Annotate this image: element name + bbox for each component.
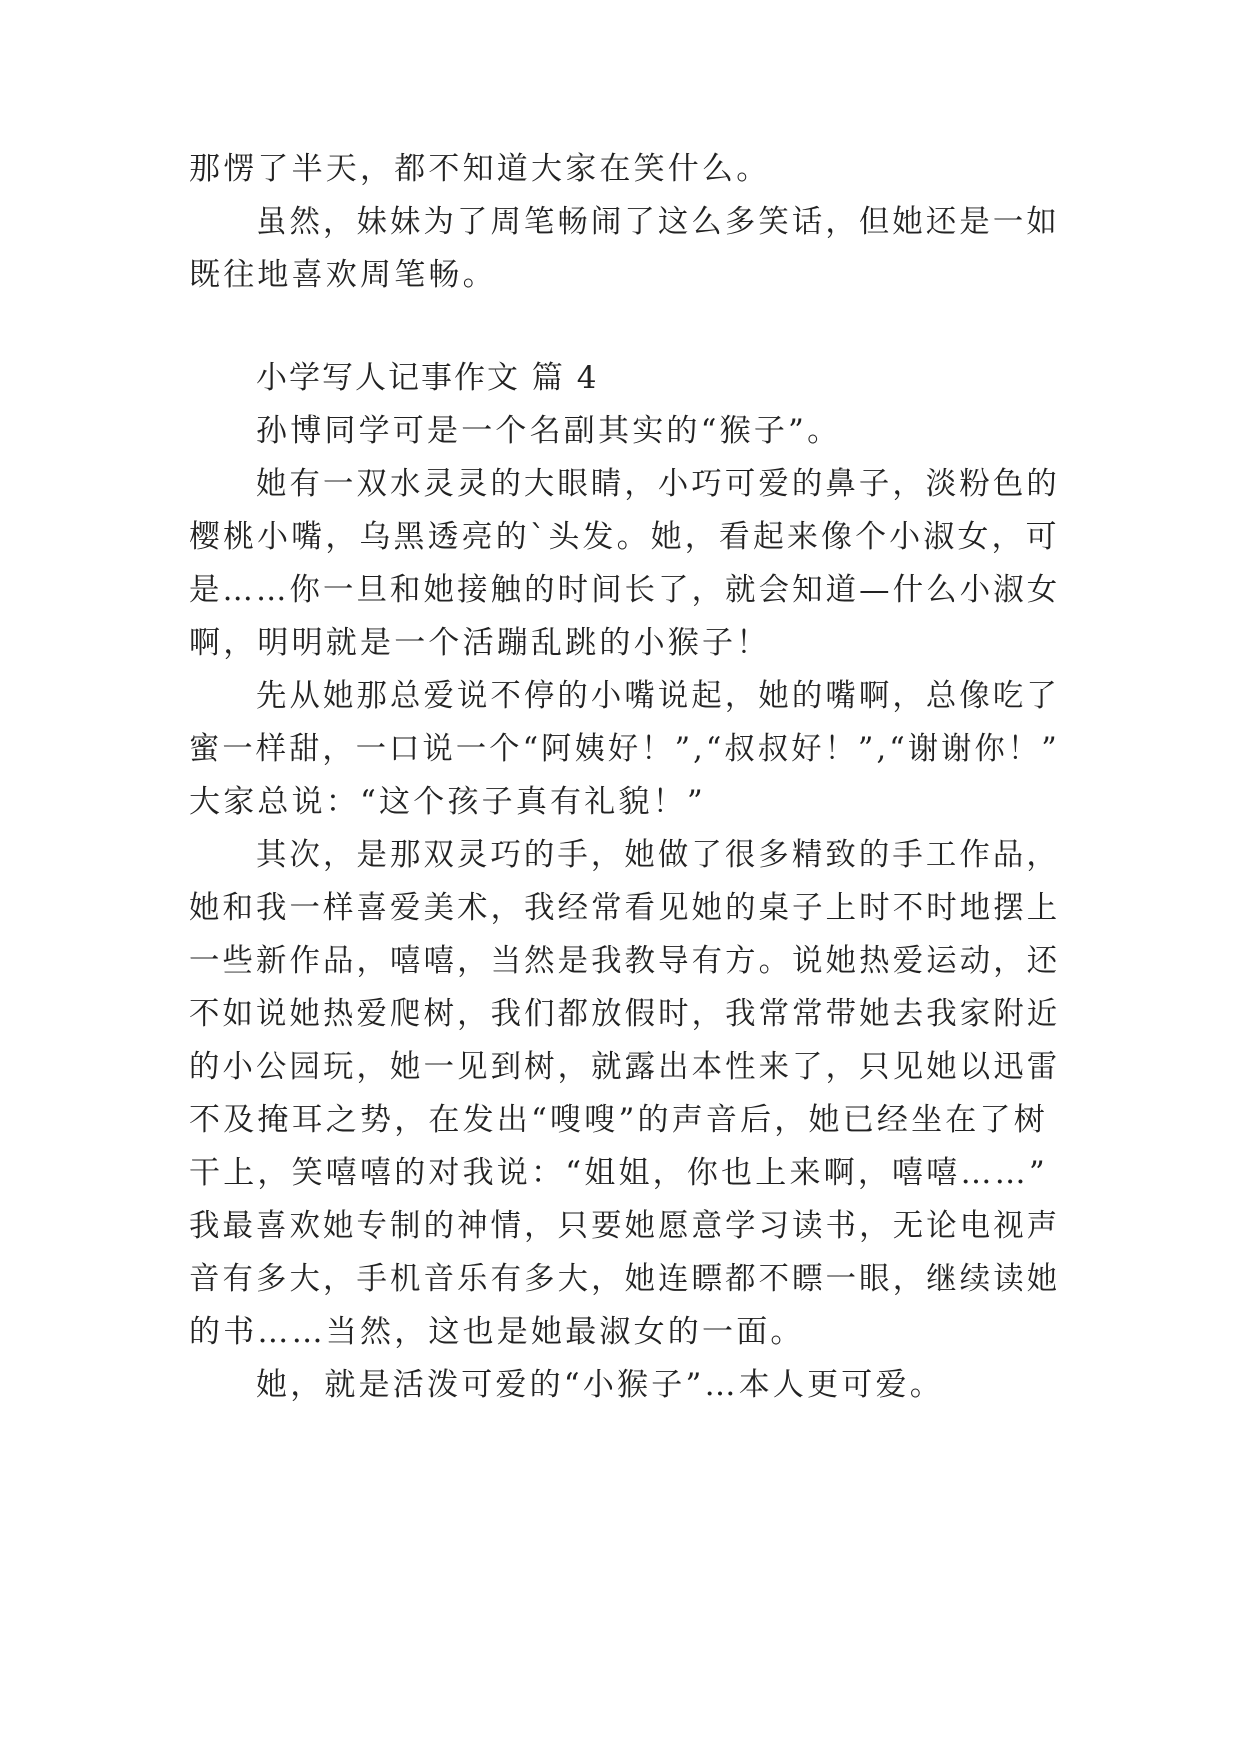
text-line: 既往地喜欢周笔畅。 — [189, 257, 497, 293]
paragraph-first-line: 孙博同学可是一个名副其实的“猴子”。 — [256, 413, 842, 449]
text-line: 干上，笑嘻嘻的对我说：“姐姐，你也上来啊，嘻嘻……” — [189, 1155, 1048, 1191]
text-line: 一些新作品，嘻嘻，当然是我教导有方。说她热爱运动，还 — [189, 943, 1061, 979]
section-heading: 小学写人记事作文 篇 4 — [256, 360, 599, 396]
text-line: 是……你一旦和她接触的时间长了，就会知道—什么小淑女 — [189, 572, 1061, 608]
paragraph-first-line: 她，就是活泼可爱的“小猴子”…本人更可爱。 — [256, 1367, 944, 1403]
text-line: 我最喜欢她专制的神情，只要她愿意学习读书，无论电视声 — [189, 1208, 1061, 1244]
text-line: 大家总说：“这个孩子真有礼貌！” — [189, 784, 706, 820]
paragraph-first-line: 虽然，妹妹为了周笔畅闹了这么多笑话，但她还是一如 — [256, 204, 1060, 240]
text-line: 不及掩耳之势，在发出“嗖嗖”的声音后，她已经坐在了树 — [189, 1102, 1048, 1138]
text-line: 不如说她热爱爬树，我们都放假时，我常常带她去我家附近 — [189, 996, 1061, 1032]
text-line: 音有多大，手机音乐有多大，她连瞟都不瞟一眼，继续读她 — [189, 1261, 1061, 1297]
paragraph-first-line: 她有一双水灵灵的大眼睛，小巧可爱的鼻子，淡粉色的 — [256, 466, 1060, 502]
text-line: 的书……当然，这也是她最淑女的一面。 — [189, 1314, 805, 1350]
text-line: 啊，明明就是一个活蹦乱跳的小猴子！ — [189, 625, 771, 661]
text-line: 她和我一样喜爱美术，我经常看见她的桌子上时不时地摆上 — [189, 890, 1061, 926]
text-line: 蜜一样甜，一口说一个“阿姨好！”,“叔叔好！”,“谢谢你！” — [189, 731, 1060, 767]
text-line: 的小公园玩，她一见到树，就露出本性来了，只见她以迅雷 — [189, 1049, 1061, 1085]
paragraph-first-line: 其次，是那双灵巧的手，她做了很多精致的手工作品， — [256, 837, 1060, 873]
paragraph-first-line: 先从她那总爱说不停的小嘴说起，她的嘴啊，总像吃了 — [256, 678, 1060, 714]
text-line: 那愣了半天，都不知道大家在笑什么。 — [189, 151, 771, 187]
text-line: 樱桃小嘴，乌黑透亮的`头发。她，看起来像个小淑女，可 — [189, 519, 1060, 555]
